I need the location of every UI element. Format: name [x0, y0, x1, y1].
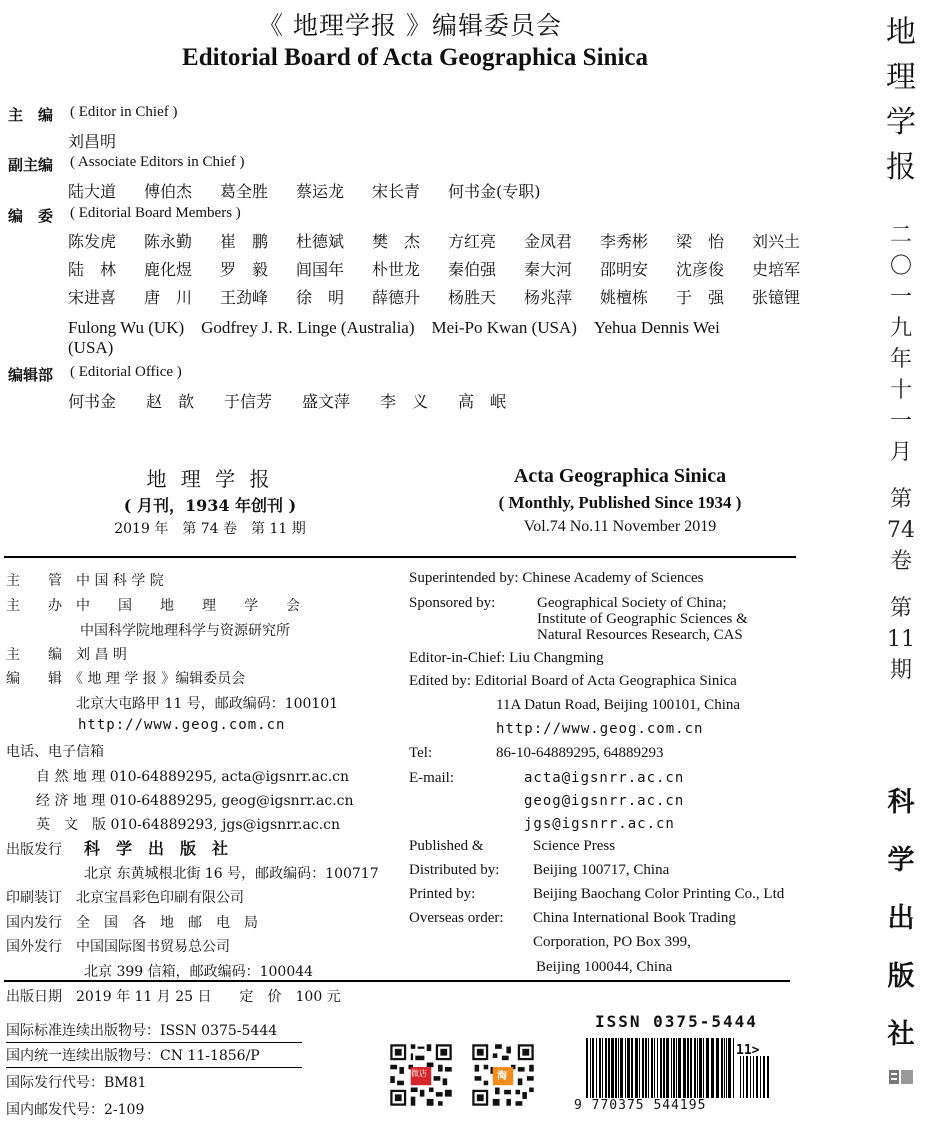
spine-date-char: 九: [889, 316, 912, 341]
barcode-bar: [602, 1038, 603, 1098]
member-name: 刘兴土: [752, 232, 801, 251]
info-en-email-1: acta@igsnrr.ac.cn: [524, 770, 685, 786]
member-name: 闾国年: [296, 260, 345, 279]
barcode-bar: [683, 1038, 686, 1098]
barcode-bar: [694, 1038, 696, 1098]
barcode-bar: [733, 1038, 734, 1098]
barcode-bar: [673, 1038, 675, 1098]
spine-date-char: 十: [889, 378, 912, 403]
publisher-logotype: 科 学 出 版 社: [84, 839, 229, 858]
barcode-bar: [625, 1038, 626, 1098]
journal-issue-en: Vol.74 No.11 November 2019: [523, 518, 717, 535]
info-en-email-3: jgs@igsnrr.ac.cn: [524, 816, 675, 832]
member-name: 樊 杰: [372, 232, 421, 251]
barcode-bar: [690, 1038, 692, 1098]
qr-badge-weidian: 微店: [411, 1069, 427, 1078]
barcode-addon-bar: [746, 1056, 748, 1098]
member-name: 沈彦俊: [676, 260, 725, 279]
barcode-bar: [711, 1038, 714, 1098]
spine-date-char: 月: [889, 440, 912, 465]
journal-name-cn: 地 理 学 报: [146, 467, 274, 491]
info-cn-overseas-address: 北京 399 信箱，邮政编码：100044: [84, 964, 314, 980]
barcode-bar: [611, 1038, 614, 1098]
barcode-bar: [645, 1038, 647, 1098]
barcode-bar: [666, 1038, 669, 1098]
member-name: 朴世龙: [372, 260, 421, 279]
member-name: 方红亮: [448, 232, 497, 251]
info-cn-contact-label: 电话、电子信箱: [6, 744, 104, 760]
info-en-publisher-address: Beijing 100717, China: [533, 862, 670, 878]
member-name: 秦伯强: [448, 260, 497, 279]
journal-freq-cn: ( 月刊，1934 年创刊 ): [123, 496, 297, 515]
member-name: 崔 鹏: [220, 232, 269, 251]
barcode-addon-bar: [760, 1056, 761, 1098]
barcode-bar: [697, 1038, 698, 1098]
info-en-overseas-label: Overseas order:: [409, 910, 504, 926]
assoc-label-en: ( Associate Editors in Chief ): [70, 154, 245, 170]
chief-label: 主 编: [8, 106, 54, 124]
pub-date-price: 出版日期 2019 年 11 月 25 日 定 价 100 元: [6, 989, 341, 1005]
barcode-bar: [706, 1038, 709, 1098]
info-en-sponsored-label: Sponsored by:: [409, 595, 496, 611]
member-name: 宋进喜: [68, 288, 117, 307]
info-en-chief: Editor-in-Chief: Liu Changming: [409, 650, 604, 666]
barcode-bar: [726, 1038, 727, 1098]
spine-issue-char: 期: [889, 658, 912, 683]
barcode-bar: [651, 1038, 653, 1098]
info-cn-sponsor: 主 办 中 国 地 理 学 会: [6, 598, 300, 614]
barcode-bar: [716, 1038, 719, 1098]
board-title-cn: 《 地理学报 》编辑委员会: [258, 11, 562, 40]
member-name: 薛德升: [372, 288, 421, 307]
barcode-bar: [678, 1038, 681, 1098]
info-cn-sponsor-2: 中国科学院地理科学与资源研究所: [80, 623, 290, 639]
barcode-bar: [618, 1038, 619, 1098]
divider-top: [4, 556, 796, 558]
member-name: 金凤君: [524, 232, 573, 251]
info-en-printer: Beijing Baochang Color Printing Co., Ltd: [533, 886, 785, 902]
member-name: 鹿化煜: [144, 260, 193, 279]
member-name: 王劲峰: [220, 288, 269, 307]
info-en-overseas-2: Corporation, PO Box 399,: [533, 934, 691, 950]
member-name: 梁 怡: [676, 232, 725, 251]
member-name: 于 强: [676, 288, 725, 307]
barcode-bar: [654, 1038, 655, 1098]
spine-publisher-char: 出: [887, 903, 915, 934]
office-name: 盛文萍: [302, 392, 351, 411]
barcode-bar: [687, 1038, 689, 1098]
info-cn-domestic: 国内发行 全 国 各 地 邮 电 局: [6, 915, 258, 931]
journal-name-en: Acta Geographica Sinica: [513, 465, 727, 487]
member-name: 李秀彬: [600, 232, 649, 251]
info-cn-overseas: 国外发行 中国国际图书贸易总公司: [6, 939, 230, 955]
info-cn-contact-en: 英 文 版 010-64889293, jgs@igsnrr.ac.cn: [36, 817, 340, 833]
member-name: 陈永勤: [144, 232, 193, 251]
spine-date-char: 年: [889, 347, 912, 372]
publisher-logo-icon: [887, 1068, 915, 1086]
barcode-addon-bar: [753, 1056, 754, 1098]
barcode-bar: [631, 1038, 633, 1098]
office-label: 编辑部: [8, 366, 54, 384]
members-label-en: ( Editorial Board Members ): [70, 205, 241, 221]
member-name: 杨兆萍: [524, 288, 573, 307]
spine-publisher-char: 学: [887, 845, 915, 876]
barcode-addon-bar: [740, 1056, 741, 1098]
info-cn-supervisor: 主 管 中 国 科 学 院: [6, 573, 164, 589]
info-en-publisher: Science Press: [533, 838, 616, 854]
info-en-email-label: E-mail:: [409, 770, 454, 786]
spine-title-char: 理: [886, 60, 916, 95]
members-label: 编 委: [8, 207, 54, 225]
spine-volume-char: 74: [887, 518, 915, 543]
barcode-addon-bar: [767, 1056, 769, 1098]
spine-issue-char: 11: [887, 627, 915, 652]
intl-members: Fulong Wu (UK) Godfrey J. R. Linge (Australia) Mei-Po Kwan (USA) Yehua Dennis Wei: [68, 318, 720, 337]
barcode-bar: [642, 1038, 644, 1098]
info-cn-contact-econ: 经 济 地 理 010-64889295, geog@igsnrr.ac.cn: [36, 793, 354, 809]
barcode-bar: [608, 1038, 610, 1098]
barcode-bar: [657, 1038, 658, 1098]
info-en-published-label: Published &: [409, 838, 484, 854]
assoc-names: [68, 179, 578, 202]
barcode-bar: [590, 1038, 591, 1098]
assoc-name: 傅伯杰: [144, 182, 193, 201]
assoc-name: 宋长青: [372, 182, 421, 201]
spine-volume-char: 卷: [889, 549, 912, 574]
intl-distribution-code: 国际发行代号：BM81: [6, 1075, 147, 1091]
chief-name: 刘昌明: [68, 132, 117, 151]
info-en-tel-label: Tel:: [409, 745, 433, 761]
members-row-1: [68, 229, 828, 252]
info-en-overseas-3: Beijing 100044, China: [536, 959, 673, 975]
office-name: 赵 歆: [146, 392, 195, 411]
issn-line: 国际标准连续出版物号：ISSN 0375-5444: [6, 1020, 302, 1043]
journal-freq-en: ( Monthly, Published Since 1934 ): [498, 493, 742, 512]
spine-issue-char: 第: [889, 596, 912, 621]
member-name: 罗 毅: [220, 260, 269, 279]
info-en-overseas-1: China International Book Trading: [533, 910, 736, 926]
barcode-bar: [721, 1038, 723, 1098]
barcode-bar: [592, 1038, 594, 1098]
spine-date-char: 二: [889, 223, 912, 248]
office-name: 高 岷: [458, 392, 507, 411]
members-row-2: [68, 257, 828, 280]
qr-badge-taobao: 淘: [497, 1071, 507, 1082]
spine: [872, 10, 930, 1090]
member-name: 姚檀栋: [600, 288, 649, 307]
spine-title-char: 学: [886, 105, 916, 140]
info-cn-chief: 主 编 刘 昌 明: [6, 647, 127, 663]
spine-volume-char: 第: [889, 487, 912, 512]
office-name: 何书金: [68, 392, 117, 411]
info-cn-editor: 编 辑 《 地 理 学 报 》编辑委员会: [6, 671, 246, 687]
spine-publisher-char: 社: [887, 1019, 915, 1050]
barcode-digits: 9 770375 544195: [574, 1098, 707, 1113]
barcode-bar: [635, 1038, 638, 1098]
members-row-3: [68, 285, 828, 308]
chief-label-en: ( Editor in Chief ): [70, 104, 178, 120]
issn-barcode-label: ISSN 0375-5444: [595, 1012, 758, 1031]
barcode-addon: 11>: [736, 1043, 760, 1058]
barcode-bar: [663, 1038, 665, 1098]
barcode-addon-bar: [763, 1056, 765, 1098]
info-cn-website: http://www.geog.com.cn: [78, 717, 286, 733]
barcode-bar: [671, 1038, 672, 1098]
office-name: 于信芳: [224, 392, 273, 411]
office-label-en: ( Editorial Office ): [70, 364, 182, 380]
assoc-label: 副主编: [8, 156, 54, 174]
board-title-en: Editorial Board of Acta Geographica Sinica: [182, 44, 648, 71]
spine-publisher-char: 版: [887, 961, 915, 992]
domestic-postal-code: 国内邮发代号：2-109: [6, 1102, 145, 1118]
member-name: 张镱锂: [752, 288, 801, 307]
spine-title-char: 报: [886, 150, 916, 185]
barcode-addon-bar: [756, 1056, 758, 1098]
member-name: 秦大河: [524, 260, 573, 279]
spine-date-char: 一: [889, 409, 912, 434]
assoc-name: 何书金(专职): [448, 182, 541, 201]
info-en-sponsor-3: Natural Resources Research, CAS: [537, 627, 743, 643]
barcode-bar: [724, 1038, 725, 1098]
info-cn-publisher-address: 北京 东黄城根北街 16 号，邮政编码：100717: [84, 866, 379, 882]
barcode-bar: [605, 1038, 607, 1098]
info-en-printed-label: Printed by:: [409, 886, 476, 902]
spine-date-char: 一: [889, 285, 912, 310]
intl-members-cont: (USA): [68, 338, 114, 357]
member-name: 陆 林: [68, 260, 117, 279]
barcode-bar: [703, 1038, 704, 1098]
info-en-edited: Edited by: Editorial Board of Acta Geographica Sinica: [409, 673, 737, 689]
barcode-bar: [648, 1038, 649, 1098]
barcode-bar: [615, 1038, 617, 1098]
barcode-bar: [599, 1038, 601, 1098]
assoc-name: 蔡运龙: [296, 182, 345, 201]
info-en-tel: 86-10-64889295, 64889293: [496, 745, 664, 761]
barcode-addon-bar: [750, 1056, 751, 1098]
assoc-name: 陆大道: [68, 182, 117, 201]
journal-issue-cn: 2019 年 第 74 卷 第 11 期: [114, 521, 306, 537]
info-cn-publisher-label: 出版发行: [6, 842, 62, 858]
barcode-bar: [728, 1038, 731, 1098]
info-en-distributed-label: Distributed by:: [409, 862, 500, 878]
spine-date-char: 〇: [889, 254, 912, 279]
barcode-addon-bar: [743, 1056, 744, 1098]
info-en-email-2: geog@igsnrr.ac.cn: [524, 793, 685, 809]
spine-title-char: 地: [886, 15, 916, 50]
info-en-website: http://www.geog.com.cn: [496, 721, 704, 737]
member-name: 徐 明: [296, 288, 345, 307]
spine-publisher-char: 科: [887, 787, 915, 818]
barcode-bar: [620, 1038, 623, 1098]
assoc-name: 葛全胜: [220, 182, 269, 201]
barcode-bar: [596, 1038, 597, 1098]
info-cn-printer: 印刷装订 北京宝昌彩色印刷有限公司: [6, 890, 244, 906]
cn-line: 国内统一连续出版物号：CN 11-1856/P: [6, 1045, 302, 1068]
info-en-sponsor-2: Institute of Geographic Sciences &: [537, 611, 748, 627]
barcode-bar: [660, 1038, 662, 1098]
member-name: 杜德斌: [296, 232, 345, 251]
member-name: 邵明安: [600, 260, 649, 279]
member-name: 唐 川: [144, 288, 193, 307]
member-name: 史培军: [752, 260, 801, 279]
office-names: [68, 389, 536, 412]
member-name: 杨胜天: [448, 288, 497, 307]
info-en-sponsor-1: Geographical Society of China;: [537, 595, 727, 611]
info-en-address: 11A Datun Road, Beijing 100101, China: [496, 697, 741, 713]
barcode-bar: [639, 1038, 640, 1098]
barcode-bar: [627, 1038, 630, 1098]
barcode-bar: [699, 1038, 702, 1098]
member-name: 陈发虎: [68, 232, 117, 251]
info-cn-address: 北京大屯路甲 11 号，邮政编码：100101: [76, 696, 339, 712]
barcode-bar: [586, 1038, 588, 1098]
info-en-superintended: Superintended by: Chinese Academy of Sciences: [409, 570, 704, 586]
barcode-bar: [676, 1038, 677, 1098]
divider-bottom: [4, 980, 790, 982]
info-cn-contact-phys: 自 然 地 理 010-64889295, acta@igsnrr.ac.cn: [36, 769, 350, 785]
office-name: 李 义: [380, 392, 429, 411]
